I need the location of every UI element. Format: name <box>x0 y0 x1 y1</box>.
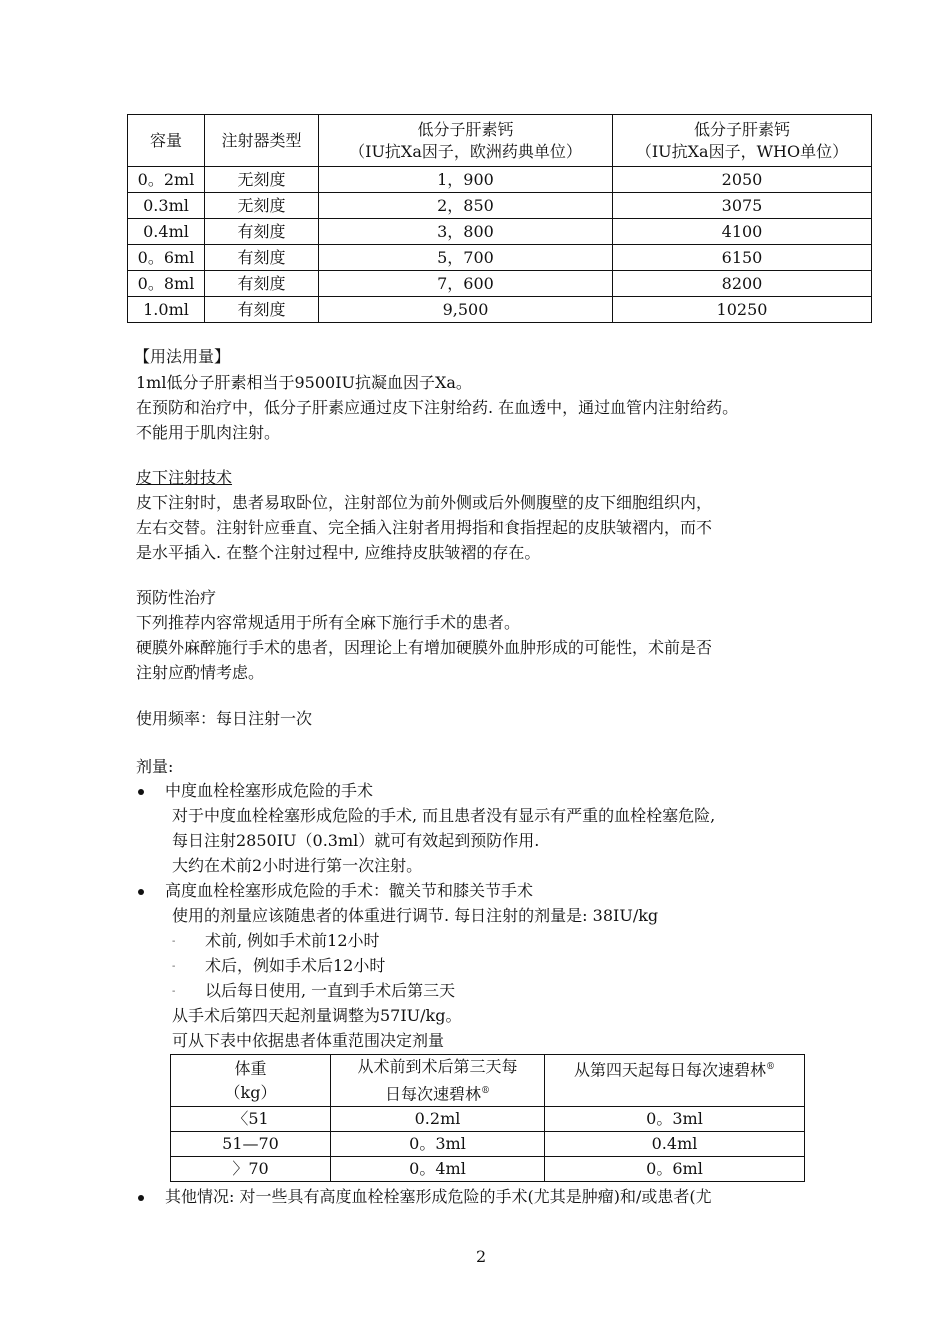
header-preop-to-day3 <box>331 1055 545 1107</box>
header-weight-line2: （kg） <box>224 1082 277 1102</box>
bullet2-line-2: 从手术后第四天起剂量调整为57IU/kg。 <box>172 1006 462 1025</box>
header-who-units <box>613 115 872 167</box>
cell: 7，600 <box>319 271 613 297</box>
cell: 0。6ml <box>545 1157 805 1182</box>
cell: 8200 <box>613 271 872 297</box>
cell: 10250 <box>613 297 872 323</box>
cell: 0。6ml <box>128 245 205 271</box>
table-row <box>128 193 872 219</box>
header-preop-line1: 从术前到术后第三天每 <box>357 1057 518 1076</box>
bullet2-sub-3: 以后每日使用, 一直到手术后第三天 <box>205 981 456 1000</box>
dash-icon: - <box>172 936 176 947</box>
cell: 0。2ml <box>128 167 205 193</box>
cell: 0.4ml <box>545 1132 805 1157</box>
bullet-icon <box>138 789 144 795</box>
cell: 51—70 <box>171 1132 331 1157</box>
bullet1-title: 中度血栓栓塞形成危险的手术 <box>165 781 374 800</box>
dash-icon: - <box>172 961 176 972</box>
table-row <box>128 219 872 245</box>
prevent-line-2: 硬膜外麻醉施行手术的患者，因理论上有增加硬膜外血肿形成的可能性，术前是否 <box>136 638 713 657</box>
header-who-units-line1: 低分子肝素钙 <box>693 119 790 139</box>
cell: 无刻度 <box>205 167 319 193</box>
dosage-table <box>127 114 872 323</box>
cell: 1，900 <box>319 167 613 193</box>
cell: 1.0ml <box>128 297 205 323</box>
bullet2-title: 高度血栓栓塞形成危险的手术：髋关节和膝关节手术 <box>165 881 534 900</box>
table-row <box>128 245 872 271</box>
bullet1-line-2: 每日注射2850IU（0.3ml）就可有效起到预防作用. <box>172 831 540 850</box>
header-weight <box>171 1055 331 1107</box>
cell: 6150 <box>613 245 872 271</box>
cell: 0。3ml <box>331 1132 545 1157</box>
header-eu-units-line2: （IU抗Xa因子，欧洲药典单位） <box>349 141 582 161</box>
dose-label: 剂量: <box>136 757 174 776</box>
cell: 0。3ml <box>545 1107 805 1132</box>
header-from-day4 <box>545 1055 805 1107</box>
cell: 3，800 <box>319 219 613 245</box>
usage-paragraph-3: 不能用于肌肉注射。 <box>136 423 281 442</box>
cell: 0。8ml <box>128 271 205 297</box>
usage-heading: 【用法用量】 <box>134 347 231 366</box>
cell: 〈51 <box>171 1107 331 1132</box>
bullet3-text: 其他情况: 对一些具有高度血栓栓塞形成危险的手术(尤其是肿瘤)和/或患者(尤 <box>165 1187 712 1206</box>
table-row <box>128 167 872 193</box>
table-row <box>171 1132 805 1157</box>
cell: 0。4ml <box>331 1157 545 1182</box>
registered-mark: ® <box>766 1062 775 1072</box>
header-volume: 容量 <box>128 115 205 167</box>
registered-mark: ® <box>481 1086 490 1096</box>
header-who-units-line2: （IU抗Xa因子，WHO单位） <box>635 141 849 161</box>
bullet-icon <box>138 889 144 895</box>
table-row <box>171 1157 805 1182</box>
page-number: 2 <box>476 1247 487 1266</box>
cell: 4100 <box>613 219 872 245</box>
bullet2-sub-2: 术后，例如手术后12小时 <box>205 956 386 975</box>
bullet2-line-3: 可从下表中依据患者体重范围决定剂量 <box>172 1031 445 1050</box>
bullet2-line-1: 使用的剂量应该随患者的体重进行调节. 每日注射的剂量是: 38IU/kg <box>172 906 659 925</box>
subq-heading: 皮下注射技术 <box>136 468 233 487</box>
subq-line-1: 皮下注射时，患者易取卧位，注射部位为前外侧或后外侧腹壁的皮下细胞组织内， <box>136 493 713 512</box>
cell: 0.3ml <box>128 193 205 219</box>
bullet1-line-3: 大约在术前2小时进行第一次注射。 <box>172 856 423 875</box>
header-weight-line1: 体重 <box>234 1058 267 1078</box>
cell: 2050 <box>613 167 872 193</box>
frequency-text: 使用频率：每日注射一次 <box>136 709 313 728</box>
cell: 有刻度 <box>205 245 319 271</box>
cell: 〉70 <box>171 1157 331 1182</box>
cell: 有刻度 <box>205 271 319 297</box>
header-from-day4-text: 从第四天起每日每次速碧林 <box>573 1060 766 1080</box>
cell: 0.4ml <box>128 219 205 245</box>
prevent-line-3: 注射应酌情考虑。 <box>136 663 265 682</box>
bullet-icon <box>138 1195 144 1201</box>
usage-paragraph-1: 1ml低分子肝素相当于9500IU抗凝血因子Xa。 <box>136 373 472 392</box>
cell: 2，850 <box>319 193 613 219</box>
header-eu-units <box>319 115 613 167</box>
header-eu-units-line1: 低分子肝素钙 <box>417 119 514 139</box>
prevent-line-1: 下列推荐内容常规适用于所有全麻下施行手术的患者。 <box>136 613 521 632</box>
cell: 无刻度 <box>205 193 319 219</box>
cell: 5，700 <box>319 245 613 271</box>
table-row <box>128 271 872 297</box>
header-preop-line2-text: 日每次速碧林 <box>384 1084 481 1104</box>
subq-line-3: 是水平插入. 在整个注射过程中, 应维持皮肤皱褶的存在。 <box>136 543 541 562</box>
cell: 有刻度 <box>205 219 319 245</box>
bullet1-line-1: 对于中度血栓栓塞形成危险的手术, 而且患者没有显示有严重的血栓栓塞危险, <box>172 806 716 825</box>
bullet2-sub-1: 术前, 例如手术前12小时 <box>205 931 380 950</box>
cell: 有刻度 <box>205 297 319 323</box>
weight-dose-table <box>170 1054 805 1182</box>
dash-icon: - <box>172 986 176 997</box>
cell: 3075 <box>613 193 872 219</box>
table-row <box>128 297 872 323</box>
table-row <box>171 1107 805 1132</box>
prevent-heading: 预防性治疗 <box>136 588 217 607</box>
usage-paragraph-2: 在预防和治疗中，低分子肝素应通过皮下注射给药. 在血透中，通过血管内注射给药。 <box>136 398 739 417</box>
subq-line-2: 左右交替。注射针应垂直、完全插入注射者用拇指和食指捏起的皮肤皱褶内，而不 <box>136 518 713 537</box>
header-preop-line2 <box>331 1079 544 1106</box>
cell: 9,500 <box>319 297 613 323</box>
header-syringe-type: 注射器类型 <box>205 115 319 167</box>
cell: 0.2ml <box>331 1107 545 1132</box>
